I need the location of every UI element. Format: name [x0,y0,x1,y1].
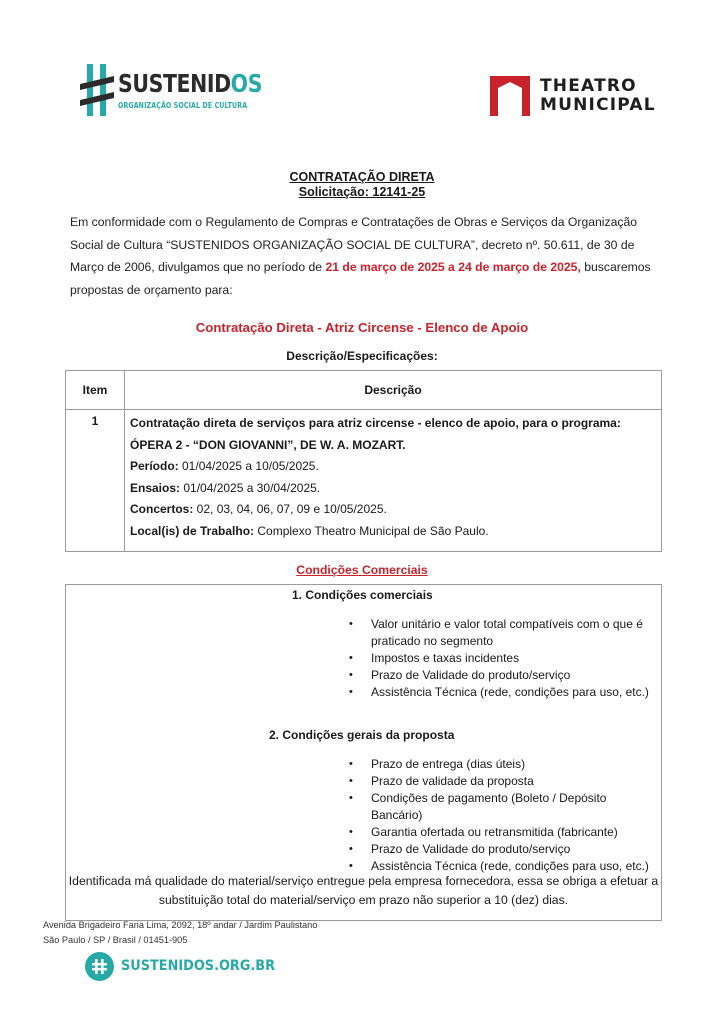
header-description: Descrição [125,371,662,410]
section1-list [349,616,649,701]
list-item: • Assistência Técnica (rede, condições para uso, etc.) [349,684,649,701]
description-label: Descrição/Especificações: [286,349,438,363]
list-item: • Assistência Técnica (rede, condições para uso, etc.) [349,858,649,875]
list-item: • Garantia ofertada ou retransmitida (fabricante) [349,824,649,841]
items-table [65,370,662,552]
item-number: 1 [66,410,125,552]
periodo-line: Período: 01/04/2025 a 10/05/2025. [130,459,319,473]
item-description: Contratação direta de serviços para atriz circense - elenco de apoio, para o programa: ÓPERA 2 - “DON GIOVANNI”, DE W. A. MOZART. Período: 01/04/2025 a 10/05/2025. Ensaios: 01/04/2025 a 30/04/2025. Concertos: 02, 03, 04, 06, 07, 09 e 10/05/2025. Local(is) de Trabalho: Complexo Theatro Municipal de São Paulo. [125,410,662,552]
sustenidos-logo [80,64,263,120]
list-item: • Condições de pagamento (Boleto / Depósito Bancário) [349,790,649,824]
municipal-label: MUNICIPAL [540,95,656,115]
conditions-box [65,584,662,921]
quality-note: Identificada má qualidade do material/serviço entregue pela empresa fornecedora, essa se obriga a efetuar a substituição total do material/serviço em prazo não superior a 10 (dez) dias. [68,874,659,907]
list-item: • Prazo de validade da proposta [349,773,649,790]
document-title: CONTRATAÇÃO DIRETA [289,170,435,184]
concertos-line: Concertos: 02, 03, 04, 06, 07, 09 e 10/05/2025. [130,502,387,516]
theatro-label: THEATRO [540,76,637,96]
request-number: Solicitação: 12141-25 [298,185,426,199]
header-item: Item [66,371,125,410]
sustenidos-wordmark: SUSTENIDOS [118,69,263,98]
list-item: • Valor unitário e valor total compatíveis com o que é praticado no segmento [349,616,649,650]
list-item: • Prazo de entrega (dias úteis) [349,756,649,773]
hash-icon [80,64,114,116]
section2-list [349,756,649,875]
table-header-row [66,371,662,410]
hash-circle-icon [85,952,114,981]
website-link[interactable]: SUSTENIDOS.ORG.BR [121,958,276,974]
subject-heading: Contratação Direta - Atriz Circense - Elenco de Apoio [195,320,529,335]
list-item: • Prazo de Validade do produto/serviço [349,667,649,684]
intro-paragraph: Em conformidade com o Regulamento de Compras e Contratações de Obras e Serviços da Organização Social de Cultura “SUSTENIDOS ORGANIZAÇÃO SOCIAL DE CULTURA”, decreto nº. 50.611, de 30 de Março de 2006, divulgamos que no período de 21 de março de 2025 a 24 de março de 2025, buscaremos propostas de orçamento para: [70,215,651,297]
document-title-block [0,170,724,200]
section2-heading: 2. Condições gerais da proposta [269,728,455,742]
list-item: • Impostos e taxas incidentes [349,650,649,667]
footer-address: Avenida Brigadeiro Faria Lima, 2092, 18º andar / Jardim Paulistano São Paulo / SP / Brasil / 01451-905 [43,920,318,945]
section1-heading: 1. Condições comerciais [292,588,433,602]
conditions-title: Condições Comerciais [296,563,428,577]
ensaios-line: Ensaios: 01/04/2025 a 30/04/2025. [130,480,321,495]
list-item: • Prazo de Validade do produto/serviço [349,841,649,858]
table-row [66,410,662,552]
theatro-municipal-logo [490,74,660,118]
period-highlight: 21 de março de 2025 a 24 de março de 2025, [325,260,581,274]
arch-icon [490,76,530,116]
sustenidos-subtitle: ORGANIZAÇÃO SOCIAL DE CULTURA [118,101,248,110]
local-line: Local(is) de Trabalho: Complexo Theatro Municipal de São Paulo. [130,523,489,538]
